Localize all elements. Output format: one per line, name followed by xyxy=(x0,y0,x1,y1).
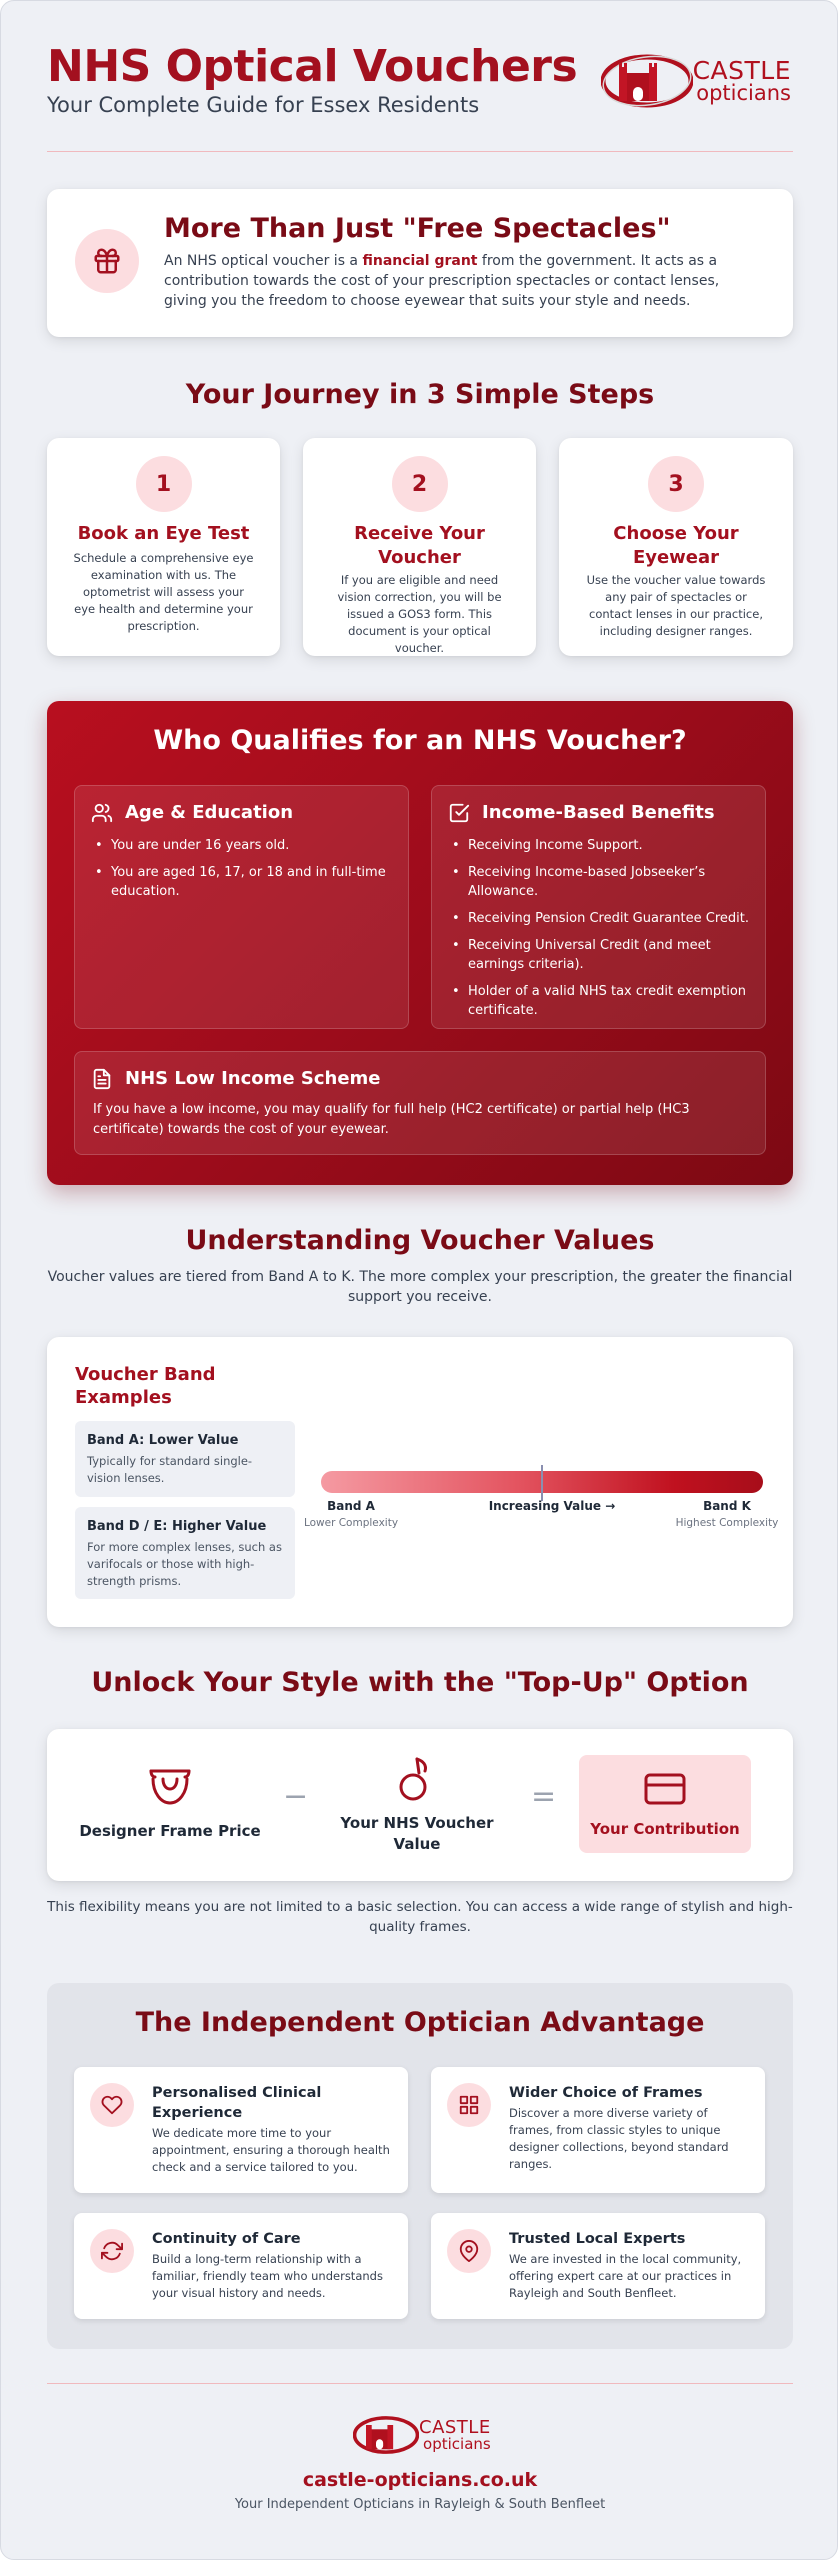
topup-title: Unlock Your Style with the "Top-Up" Option xyxy=(91,1667,749,1698)
frame-price-label: Designer Frame Price xyxy=(79,1822,261,1840)
list-item: • Receiving Income Support. xyxy=(450,836,749,855)
age-education-title: Age & Education xyxy=(125,802,294,823)
intro-text: An NHS optical voucher is a financial grant from the government. It acts as a contribution towards the cost of your prescription spectacles or contact lenses, giving you the freedom to choose eyewear that suits your style and needs. xyxy=(164,253,720,309)
advantage-card-text: Build a long-term relationship with a familiar, friendly team who understands your visual history and needs. xyxy=(152,2252,383,2300)
logo-name: CASTLE xyxy=(692,56,791,85)
advantage-card-4 xyxy=(431,2213,765,2319)
map-pin-icon xyxy=(447,2229,491,2273)
steps-title: Your Journey in 3 Simple Steps xyxy=(185,379,655,410)
step-text: Use the voucher value towards any pair of spectacles or contact lenses in our practice, including designer ranges. xyxy=(586,573,766,638)
list-item: • You are under 16 years old. xyxy=(93,836,392,855)
credit-card-icon xyxy=(643,1769,687,1809)
age-education-list xyxy=(93,836,392,909)
scale-right-label: Band K xyxy=(703,1499,751,1513)
document-icon xyxy=(91,1068,113,1090)
income-benefits-title: Income-Based Benefits xyxy=(482,802,715,823)
website-link[interactable]: castle-opticians.co.uk xyxy=(302,2469,538,2491)
advantage-card-text: We are invested in the local community, offering expert care at our practices in Rayleigh and South Benfleet. xyxy=(509,2252,742,2300)
band-de-title: Band D / E: Higher Value xyxy=(87,1519,267,1534)
advantage-card-text: Discover a more diverse variety of frames, from classic styles to unique designer collections, beyond standard ranges. xyxy=(509,2106,729,2171)
intro-highlight: financial grant xyxy=(362,253,478,269)
users-icon xyxy=(91,802,113,824)
list-item: • You are aged 16, 17, or 18 and in full-time education. xyxy=(93,863,392,901)
advantage-title: The Independent Optician Advantage xyxy=(135,2007,705,2038)
step-card-3 xyxy=(559,438,793,656)
step-title: Choose Your Eyewear xyxy=(613,523,739,568)
refresh-icon xyxy=(90,2229,134,2273)
gift-icon xyxy=(75,229,139,293)
advantage-card-title: Trusted Local Experts xyxy=(509,2231,686,2247)
scale-left-sublabel: Lower Complexity xyxy=(303,1517,399,1529)
advantage-card-1 xyxy=(74,2067,408,2193)
band-de-box xyxy=(75,1507,295,1599)
value-scale-marker xyxy=(541,1465,543,1501)
voucher-band-title: Voucher Band Examples xyxy=(75,1364,216,1408)
age-education-box xyxy=(74,785,409,1029)
income-benefits-box xyxy=(431,785,766,1029)
step-card-1 xyxy=(47,438,280,656)
voucher-icon xyxy=(395,1755,435,1805)
list-item: • Receiving Universal Credit (and meet earnings criteria). xyxy=(450,936,749,974)
values-title: Understanding Voucher Values xyxy=(185,1225,655,1256)
page-subtitle: Your Complete Guide for Essex Residents xyxy=(47,93,480,117)
step-text: Schedule a comprehensive eye examination with us. The optometrist will assess your eye health and determine your prescription. xyxy=(73,551,254,633)
list-item: • Receiving Income-based Jobseeker’s Allowance. xyxy=(450,863,749,901)
step-text: If you are eligible and need vision correction, you will be issued a GOS3 form. This document is your optical voucher. xyxy=(337,573,502,655)
footer-logo-sub: opticians xyxy=(423,2434,491,2453)
scale-mid-label: Increasing Value → xyxy=(488,1499,616,1513)
footer-logo-name: CASTLE xyxy=(419,2416,491,2438)
minus-operator: − xyxy=(283,1779,309,1814)
equals-operator: = xyxy=(531,1779,557,1814)
intro-card xyxy=(47,189,793,337)
advantage-card-2 xyxy=(431,2067,765,2193)
scale-left-label: Band A xyxy=(327,1499,375,1513)
castle-logo-icon xyxy=(353,2415,419,2455)
topup-note: This flexibility means you are not limited to a basic selection. You can access a wide range of stylish and high-quality frames. xyxy=(47,1899,793,1935)
step-title: Receive Your Voucher xyxy=(354,523,485,568)
advantage-card-title: Wider Choice of Frames xyxy=(509,2085,703,2101)
band-a-text: Typically for standard single-vision lenses. xyxy=(87,1454,253,1485)
income-benefits-list xyxy=(450,836,749,1028)
footer-tagline: Your Independent Opticians in Rayleigh & South Benfleet xyxy=(234,2497,606,2512)
contribution-box xyxy=(579,1755,751,1853)
band-a-box xyxy=(75,1421,295,1497)
advantage-card-title: Continuity of Care xyxy=(152,2231,301,2247)
logo-sub: opticians xyxy=(696,81,791,105)
step-number: 3 xyxy=(648,456,704,512)
step-number: 2 xyxy=(392,456,448,512)
castle-logo-icon xyxy=(601,53,693,109)
topup-card xyxy=(47,1729,793,1881)
advantage-card-text: We dedicate more time to your appointment, ensuring a thorough health check and a service tailored to you. xyxy=(152,2126,390,2174)
band-a-title: Band A: Lower Value xyxy=(87,1433,239,1448)
low-income-title: NHS Low Income Scheme xyxy=(125,1068,381,1089)
heart-icon xyxy=(90,2083,134,2127)
low-income-box xyxy=(74,1051,766,1155)
voucher-value-label: Your NHS Voucher Value xyxy=(340,1814,494,1853)
values-text: Voucher values are tiered from Band A to K. The more complex your prescription, the greater the financial support you receive. xyxy=(47,1269,793,1305)
glasses-icon xyxy=(147,1763,193,1809)
voucher-band-card xyxy=(47,1337,793,1627)
step-number: 1 xyxy=(136,456,192,512)
intro-title: More Than Just "Free Spectacles" xyxy=(164,213,671,244)
castle-opticians-logo[interactable] xyxy=(601,53,791,109)
low-income-text: If you have a low income, you may qualify for full help (HC2 certificate) or partial help (HC3 certificate) towards the cost of your eyewear. xyxy=(93,1102,690,1137)
list-item: • Receiving Pension Credit Guarantee Credit. xyxy=(450,909,749,928)
qualify-title: Who Qualifies for an NHS Voucher? xyxy=(153,725,687,756)
advantage-card-3 xyxy=(74,2213,408,2319)
qualify-section xyxy=(47,701,793,1185)
step-title: Book an Eye Test xyxy=(77,523,250,544)
header-divider xyxy=(47,151,793,152)
band-de-text: For more complex lenses, such as varifocals or those with high-strength prisms. xyxy=(87,1540,282,1588)
step-card-2 xyxy=(303,438,536,656)
contribution-label: Your Contribution xyxy=(590,1820,740,1838)
checkbox-icon xyxy=(448,802,470,824)
footer-divider xyxy=(47,2383,793,2384)
grid-icon xyxy=(447,2083,491,2127)
footer-logo[interactable] xyxy=(353,2415,491,2455)
advantage-section xyxy=(47,1983,793,2349)
page-title: NHS Optical Vouchers xyxy=(47,41,578,92)
advantage-card-title: Personalised Clinical Experience xyxy=(152,2085,322,2121)
scale-right-sublabel: Highest Complexity xyxy=(675,1517,779,1529)
list-item: • Holder of a valid NHS tax credit exemption certificate. xyxy=(450,982,749,1020)
